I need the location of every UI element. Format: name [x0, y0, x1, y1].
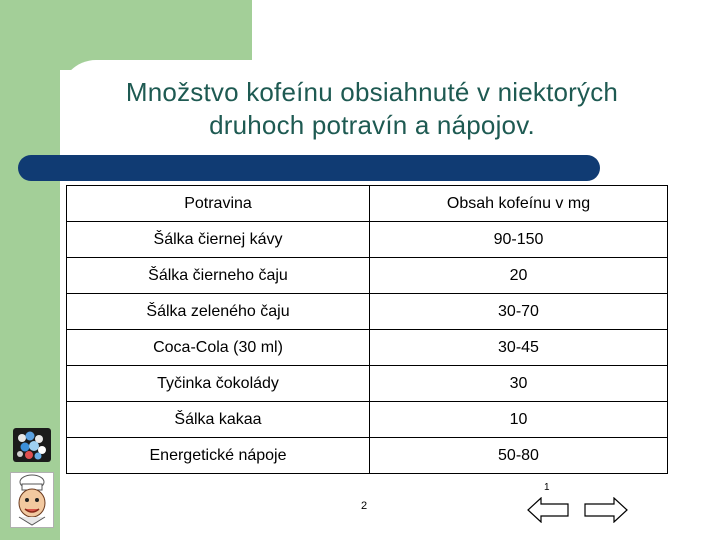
- cell-food: Šálka čierneho čaju: [67, 258, 370, 294]
- cell-caffeine: 30-45: [370, 330, 668, 366]
- slide-title-line1: Množstvo kofeínu obsiahnuté v niektorých: [125, 77, 619, 107]
- table-header-row: [67, 186, 668, 222]
- header-caffeine: Obsah kofeínu v mg: [370, 186, 668, 222]
- table-row: [67, 222, 668, 258]
- previous-slide-button[interactable]: [527, 497, 569, 528]
- cell-caffeine: 30-70: [370, 294, 668, 330]
- next-slide-button[interactable]: [584, 497, 628, 528]
- slide-title-line2: druhoch potravín a nápojov.: [209, 110, 535, 140]
- caffeine-table: [66, 185, 668, 474]
- cell-food: Tyčinka čokolády: [67, 366, 370, 402]
- cell-food: Coca-Cola (30 ml): [67, 330, 370, 366]
- cell-caffeine: 50-80: [370, 438, 668, 474]
- cell-caffeine: 90-150: [370, 222, 668, 258]
- table-row: [67, 258, 668, 294]
- table-row: [67, 330, 668, 366]
- slide-title: [62, 76, 682, 142]
- table-row: [67, 438, 668, 474]
- arrow-left-icon: [527, 497, 569, 523]
- header-food: Potravina: [67, 186, 370, 222]
- page-number-left: 2: [361, 500, 368, 512]
- cell-food: Šálka čiernej kávy: [67, 222, 370, 258]
- cell-caffeine: 10: [370, 402, 668, 438]
- cell-caffeine: 30: [370, 366, 668, 402]
- chef-icon: [10, 472, 54, 528]
- table-row: [67, 366, 668, 402]
- molecule-icon: [13, 428, 51, 462]
- table-row: [67, 294, 668, 330]
- cell-food: Šálka zeleného čaju: [67, 294, 370, 330]
- table-row: [67, 402, 668, 438]
- cell-food: Šálka kakaa: [67, 402, 370, 438]
- page-number-right: 1: [544, 482, 550, 493]
- title-underline-bar: [18, 155, 600, 181]
- arrow-right-icon: [584, 497, 628, 523]
- cell-food: Energetické nápoje: [67, 438, 370, 474]
- cell-caffeine: 20: [370, 258, 668, 294]
